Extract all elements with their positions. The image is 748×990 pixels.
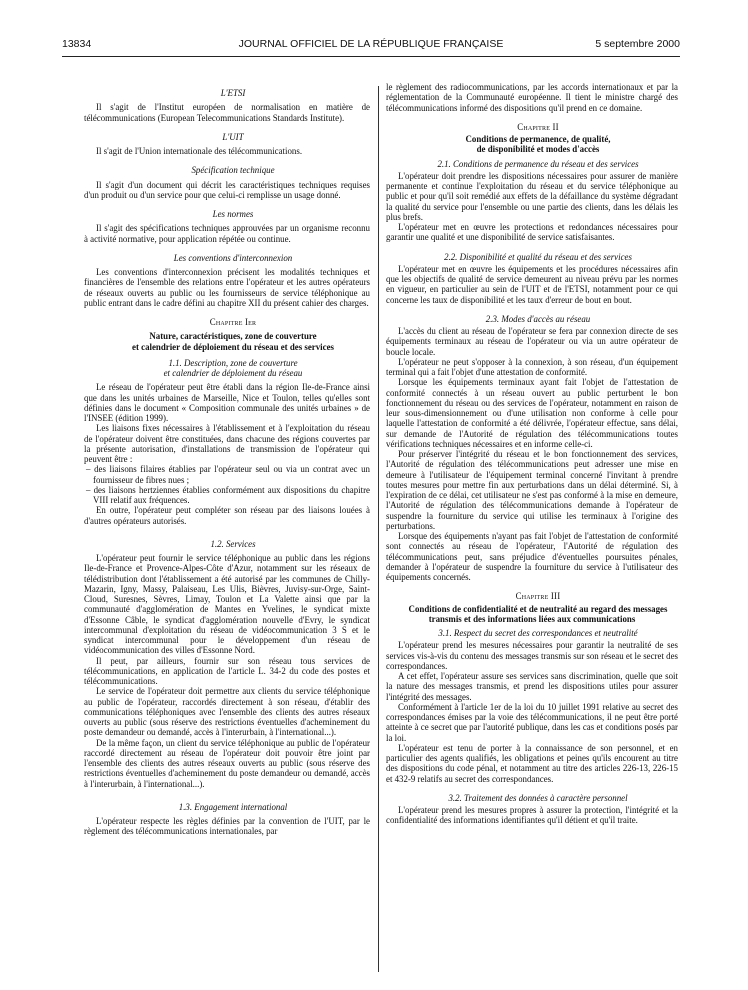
transmission-list: [84, 464, 370, 505]
section-2-1-heading: 2.1. Conditions de permanence du réseau et des services: [437, 158, 639, 169]
normes-paragraph: Il s'agit des spécifications techniques approuvées par un organisme reconnu à activité normative, pour application répétée ou continue.: [84, 223, 370, 244]
conventions-paragraph: Les conventions d'interconnexion précisent les modalités techniques et financières de l'ensemble des relations entre l'opérateur et les autres opérateurs de réseaux ouverts au public ou les fournisseurs de service téléphonique au public entrant dans le cadre défini au chapitre XII du présent cahier des charges.: [84, 267, 370, 308]
section-3-1-paragraph: L'opérateur est tenu de porter à la connaissance de son personnel, et en particulier des agents qualifiés, les obligations et peines qu'ils encourent au titre des dispositions du code pénal, et notamment au titre des articles 226-13, 226-15 et 432-9 relatifs au secret des correspondances.: [386, 742, 678, 784]
section-1-1-heading-line2: et calendrier de déploiement du réseau: [163, 368, 303, 378]
column-divider: [378, 86, 379, 972]
chapter-2-title-line1: Conditions de permanence, de qualité,: [465, 134, 611, 144]
section-2-1-paragraph: L'opérateur doit prendre les dispositions nécessaires pour assurer de manière permanente et continue l'exploitation du réseau et du service téléphonique au public et pour qu'il soit remédié aux effets de la défaillance du système dégradant la qualité du service pour l'ensemble ou une partie des clients, dans les délais les plus brefs.: [386, 170, 678, 222]
section-1-2-paragraph: Il peut, par ailleurs, fournir sur son réseau tous services de télécommunications, en application de l'article L. 34-2 du code des postes et télécommunications.: [84, 655, 370, 686]
section-2-2-heading: 2.2. Disponibilité et qualité du réseau et des services: [444, 251, 632, 262]
list-item: – des liaisons filaires établies par l'opérateur seul ou via un contrat avec un fournisseur de fibres nues ;: [86, 464, 370, 485]
chapter-2-label: Chapitre II: [517, 121, 559, 132]
section-3-1-paragraph: Conformément à l'article 1er de la loi du 10 juillet 1991 relative au secret des correspondances émises par la voie des télécommunications, il ne peut être porté atteinte à ce secret que par l'autorité publique, dans les cas et conditions posés par la loi.: [386, 701, 678, 743]
section-3-1-paragraph: L'opérateur prend les mesures nécessaires pour garantir la neutralité de ses services vis-à-vis du contenu des messages transmis sur son réseau et le secret des correspondances.: [386, 640, 678, 671]
page-number: 13834: [62, 38, 92, 50]
left-column: [84, 88, 370, 837]
section-1-1-paragraph: En outre, l'opérateur peut compléter son réseau par des liaisons louées à d'autres opérateurs autorisés.: [84, 505, 370, 526]
section-1-1-heading-line1: 1.1. Description, zone de couverture: [168, 357, 298, 368]
chapter-1-label: Chapitre Ier: [209, 317, 257, 327]
page-header: [62, 38, 680, 54]
section-2-3-paragraph: Lorsque les équipements terminaux ayant fait l'objet de l'attestation de conformité connectés à un réseau ouvert au public perturbent le bon fonctionnement du réseau ou des services de l'opérateur, notamment en raison de leur sous-dimensionnement ou d'une utilisation non conforme à celle pour laquelle l'attestation de conformité a été délivrée, l'opérateur effectue, sans délai, sur demande de l'Autorité de régulation des télécommunications toutes vérifications techniques nécessaires et en informe celle-ci.: [386, 377, 678, 449]
section-1-1-paragraph: Les liaisons fixes nécessaires à l'établissement et à l'exploitation du réseau de l'opérateur doivent être constituées, dans chacune des régions couvertes par la présente autorisation, d'installations de transmission de l'opérateur qui peuvent être :: [84, 423, 370, 464]
list-item: – des liaisons hertziennes établies conformément aux dispositions du chapitre VIII relatif aux fréquences.: [86, 484, 370, 505]
section-1-3-paragraph: L'opérateur respecte les règles définies par la convention de l'UIT, par le règlement des télécommunications internationales, par: [84, 816, 370, 837]
section-1-2-paragraph: L'opérateur peut fournir le service téléphonique au public dans les régions Ile-de-France et Provence-Alpes-Côte d'Azur, notamment sur les réseaux de télédistribution dont l'établissement a été autorisé par les communes de Chilly-Mazarin, Igny, Massy, Palaiseau, Les Ulis, Bièvres, Juvisy-sur-Orge, Saint-Cloud, Suresnes, Sèvres, Limay, Toulon et La Valette ainsi que par la communauté d'agglomération de Mantes en Yvelines, le syndicat mixte d'Essonne Câble, le syndicat d'agglomération nouvelle d'Evry, le syndicat intercommunal d'exploitation du réseau de vidéocommunication 3 S et le syndicat intercommunal pour le développement d'un réseau de vidéocommunication des villes d'Essonne Nord.: [84, 553, 370, 656]
normes-heading: Les normes: [212, 209, 254, 219]
conventions-heading: Les conventions d'interconnexion: [173, 252, 293, 263]
section-2-1-paragraph: L'opérateur met en œuvre les protections et redondances nécessaires pour garantir une qualité et une disponibilité de service satisfaisantes.: [386, 222, 678, 243]
section-2-3-paragraph: L'opérateur ne peut s'opposer à la connexion, à son réseau, d'un équipement terminal qui a fait l'objet d'une attestation de conformité.: [386, 356, 678, 377]
chapter-1-title-line1: Nature, caractéristiques, zone de couverture: [149, 331, 317, 342]
section-2-3-paragraph: L'accès du client au réseau de l'opérateur se fera par connexion directe de ses équipements terminaux au réseau de l'opérateur ou via un autre opérateur de boucle locale.: [386, 326, 678, 357]
etsi-heading: L'ETSI: [220, 88, 246, 98]
uit-paragraph: Il s'agit de l'Union internationale des télécommunications.: [96, 146, 303, 156]
section-1-2-paragraph: De la même façon, un client du service téléphonique au public de l'opérateur raccordé directement au réseau de l'opérateur doit pouvoir être joint par l'ensemble des clients des autres réseaux ouverts au public (sous réserve des restrictions éventuelles d'acheminement du poste demandeur ou demandé, accès à l'interurbain, à l'international...).: [84, 737, 370, 789]
chapter-3-label: Chapitre III: [515, 591, 561, 602]
section-3-2-paragraph: L'opérateur prend les mesures propres à assurer la protection, l'intégrité et la confidentialité des informations identifiantes qu'il détient et qu'il traite.: [386, 805, 678, 826]
section-1-2-heading: 1.2. Services: [210, 538, 256, 549]
section-3-2-heading: 3.2. Traitement des données à caractère personnel: [448, 792, 628, 803]
chapter-2-title-line2: de disponibilité et modes d'accès: [476, 144, 600, 155]
section-2-3-heading: 2.3. Modes d'accès au réseau: [485, 313, 591, 324]
section-3-1-heading: 3.1. Respect du secret des correspondances et neutralité: [438, 628, 638, 638]
section-2-2-paragraph: L'opérateur met en œuvre les équipements et les procédures nécessaires afin que les objectifs de qualité de service demeurent au niveau prévu par les normes en vigueur, en particulier au sein de l'UIT et de l'ETSI, notamment pour ce qui concerne les taux de disponibilité et les taux d'erreur de bout en bout.: [386, 263, 678, 305]
continued-paragraph: le règlement des radiocommunications, par les accords internationaux et par la réglementation de la Communauté européenne. Il tient le ministre chargé des télécommunications informé des dispositions qu'il prend en ce domaine.: [386, 82, 678, 113]
chapter-1-title-line2: et calendrier de déploiement du réseau et des services: [132, 341, 334, 352]
spec-paragraph: Il s'agit d'un document qui décrit les caractéristiques techniques requises d'un produit ou d'un service pour que celui-ci remplisse un usage donné.: [84, 179, 370, 200]
chapter-3-title: Conditions de confidentialité et de neutralité au regard des messages transmis et des informations liées aux communications: [408, 603, 668, 624]
right-column: [386, 82, 678, 826]
header-rule: [62, 56, 680, 57]
journal-title: JOURNAL OFFICIEL DE LA RÉPUBLIQUE FRANÇAISE: [238, 38, 504, 50]
section-1-2-paragraph: Le service de l'opérateur doit permettre aux clients du service téléphonique au public de l'opérateur, raccordés directement à son réseau, d'établir des communications téléphoniques avec l'ensemble des clients des autres réseaux ouverts au public (sous réserve des restrictions éventuelles d'acheminement du poste demandeur ou demandé, accès à l'interurbain, à l'international...).: [84, 686, 370, 738]
publication-date: 5 septembre 2000: [595, 38, 680, 50]
section-3-1-paragraph: A cet effet, l'opérateur assure ses services sans discrimination, quelle que soit la nature des messages transmis, et prend les dispositions utiles pour assurer l'intégrité des messages.: [386, 671, 678, 702]
section-2-3-paragraph: Lorsque des équipements n'ayant pas fait l'objet de l'attestation de conformité sont connectés au réseau de l'opérateur, l'Autorité de régulation des télécommunications peut, sans préjudice d'éventuelles poursuites pénales, demander à l'opérateur de suspendre la fourniture du service à l'utilisateur des équipements concernés.: [386, 531, 678, 582]
spec-heading: Spécification technique: [191, 165, 275, 176]
uit-heading: L'UIT: [222, 131, 244, 142]
section-1-1-paragraph: Le réseau de l'opérateur peut être établi dans la région Ile-de-France ainsi que dans les unités urbaines de Marseille, Nice et Toulon, telles qu'elles sont définies dans le document « Composition communale des unités urbaines » de l'INSEE (édition 1999).: [84, 382, 370, 423]
section-1-3-heading: 1.3. Engagement international: [178, 801, 288, 812]
section-2-3-paragraph: Pour préserver l'intégrité du réseau et le bon fonctionnement des services, l'Autorité de régulation des télécommunications peut adresser une mise en demeure à l'utilisateur de l'équipement terminal concerné l'invitant à prendre toutes mesures pour mettre fin aux perturbations dans un délai déterminé. Si, à l'expiration de ce délai, cet utilisateur ne s'est pas conformé à la mise en demeure, l'Autorité de régulation des télécommunications demande à l'opérateur de suspendre la fourniture du service qui utilise les terminaux à l'origine des perturbations.: [386, 449, 678, 531]
etsi-paragraph: Il s'agit de l'Institut européen de normalisation en matière de télécommunications (European Telecommunications Standards Institute).: [84, 102, 370, 123]
